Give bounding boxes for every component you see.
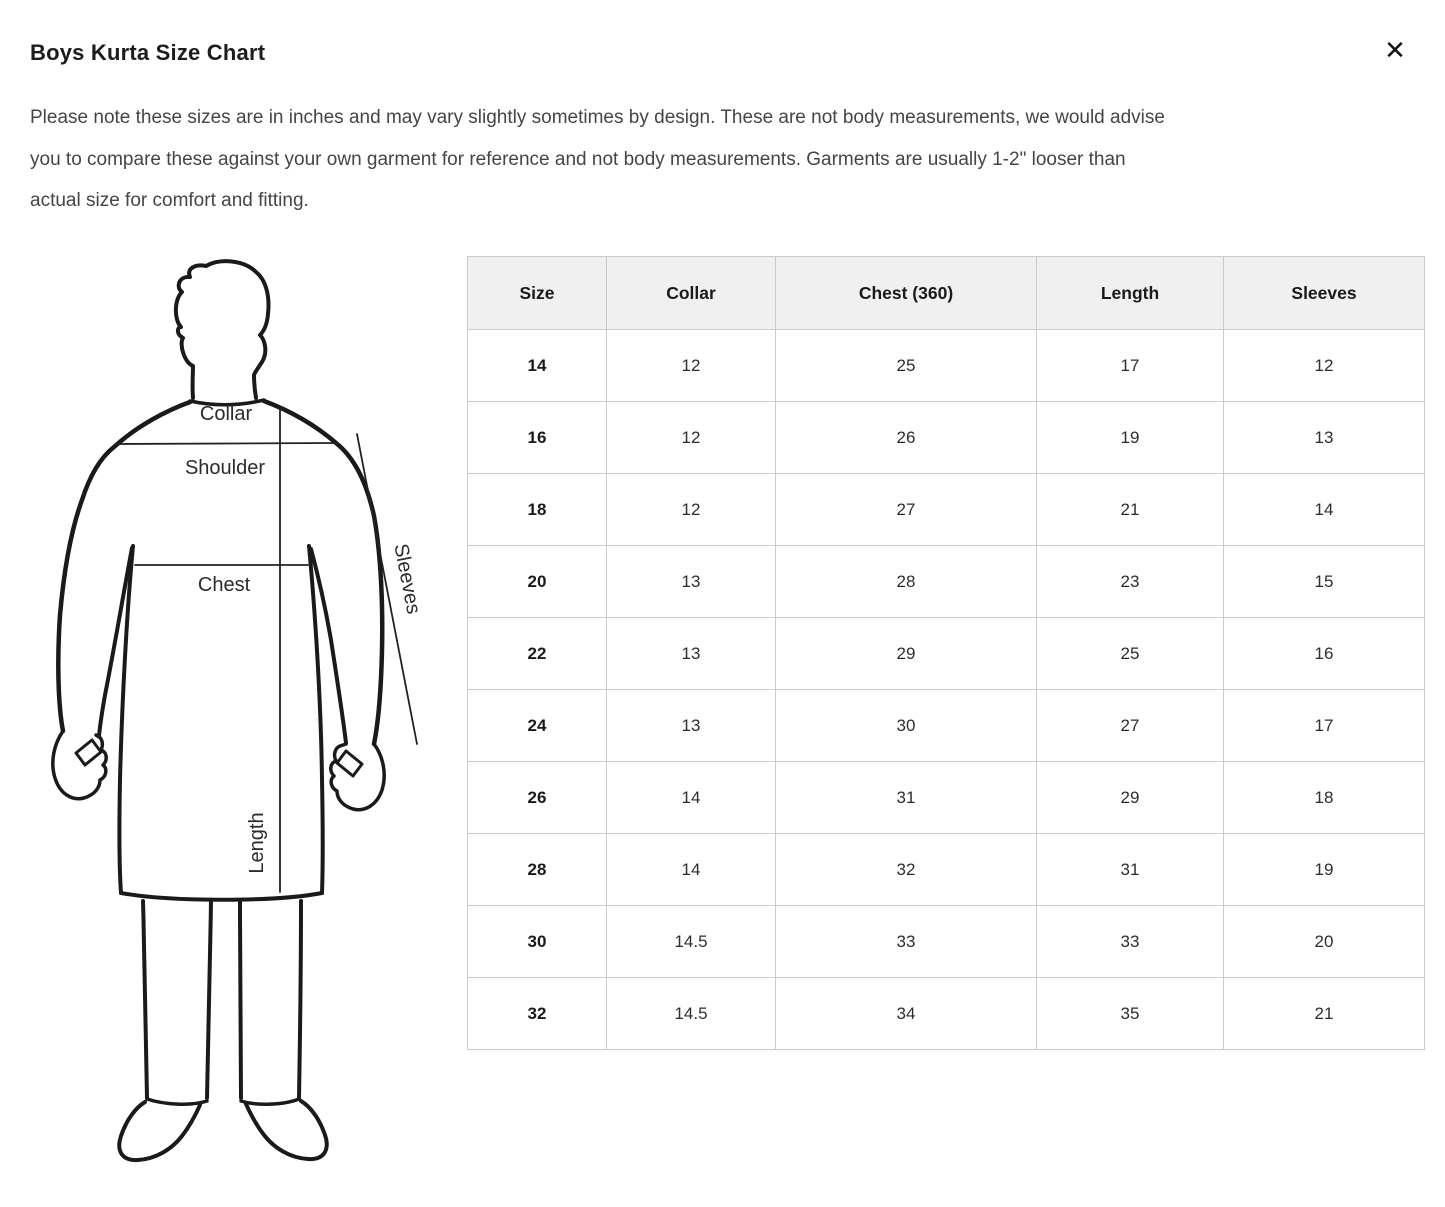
figure-left-hand [53, 731, 106, 799]
figure-kurta-hem [121, 893, 322, 900]
figure-kurta-right-side [309, 546, 323, 893]
table-cell: 16 [468, 402, 607, 474]
figure-left-leg-outer [143, 901, 147, 1098]
table-cell: 23 [1037, 546, 1224, 618]
table-cell: 20 [468, 546, 607, 618]
table-row [468, 978, 1425, 1050]
table-cell: 30 [468, 906, 607, 978]
table-row [468, 906, 1425, 978]
table-cell: 13 [607, 546, 776, 618]
table-cell: 32 [776, 834, 1037, 906]
kurta-measurement-diagram [40, 250, 460, 1207]
table-cell: 12 [607, 330, 776, 402]
table-cell: 26 [468, 762, 607, 834]
table-cell: 25 [1037, 618, 1224, 690]
table-cell: 18 [468, 474, 607, 546]
size-note-line: Please note these sizes are in inches and may vary slightly sometimes by design. These are not body measurements, we would advise [30, 107, 1165, 128]
table-cell: 14.5 [607, 906, 776, 978]
size-note-line: actual size for comfort and fitting. [30, 190, 309, 211]
table-cell: 30 [776, 690, 1037, 762]
figure-right-arm-outer [264, 401, 382, 744]
table-cell: 21 [1037, 474, 1224, 546]
table-cell: 17 [1037, 330, 1224, 402]
table-cell: 18 [1224, 762, 1425, 834]
figure-right-cuff [241, 1099, 299, 1104]
table-cell: 16 [1224, 618, 1425, 690]
figure-right-foot [246, 1101, 327, 1159]
column-header-collar: Collar [607, 257, 776, 330]
table-cell: 27 [1037, 690, 1224, 762]
table-cell: 29 [1037, 762, 1224, 834]
table-cell: 15 [1224, 546, 1425, 618]
table-cell: 31 [1037, 834, 1224, 906]
column-header-length: Length [1037, 257, 1224, 330]
table-cell: 26 [776, 402, 1037, 474]
table-cell: 12 [607, 402, 776, 474]
size-note [30, 97, 1420, 222]
table-row [468, 474, 1425, 546]
table-cell: 27 [776, 474, 1037, 546]
table-row [468, 546, 1425, 618]
table-row [468, 762, 1425, 834]
label-shoulder: Shoulder [184, 457, 266, 479]
modal-title: Boys Kurta Size Chart [30, 40, 266, 65]
figure-right-leg-outer [299, 901, 301, 1098]
figure-left-foot [119, 1102, 200, 1160]
figure-head-outline [176, 261, 269, 398]
figure-left-thumb [76, 740, 101, 765]
table-cell: 34 [776, 978, 1037, 1050]
table-header-row [468, 257, 1425, 330]
table-row [468, 834, 1425, 906]
table-cell: 19 [1037, 402, 1224, 474]
close-button[interactable] [1377, 32, 1413, 68]
figure-left-cuff [147, 1099, 207, 1104]
close-icon: ✕ [1384, 35, 1406, 65]
table-cell: 13 [1224, 402, 1425, 474]
table-cell: 31 [776, 762, 1037, 834]
table-cell: 14 [607, 762, 776, 834]
table-cell: 29 [776, 618, 1037, 690]
size-chart-table [467, 256, 1425, 1050]
table-cell: 25 [776, 330, 1037, 402]
table-cell: 24 [468, 690, 607, 762]
column-header-size: Size [468, 257, 607, 330]
table-cell: 35 [1037, 978, 1224, 1050]
table-cell: 19 [1224, 834, 1425, 906]
table-cell: 14 [607, 834, 776, 906]
table-cell: 14.5 [607, 978, 776, 1050]
shoulder-measure-line [117, 443, 334, 444]
table-row [468, 690, 1425, 762]
figure-left-leg-inner [207, 901, 211, 1098]
table-cell: 13 [607, 618, 776, 690]
table-cell: 33 [1037, 906, 1224, 978]
table-cell: 21 [1224, 978, 1425, 1050]
figure-right-hand [331, 744, 384, 810]
table-cell: 22 [468, 618, 607, 690]
table-cell: 33 [776, 906, 1037, 978]
table-cell: 28 [468, 834, 607, 906]
table-cell: 12 [1224, 330, 1425, 402]
label-length: Length [246, 812, 268, 874]
column-header-chest: Chest (360) [776, 257, 1037, 330]
table-cell: 28 [776, 546, 1037, 618]
label-collar: Collar [199, 403, 253, 425]
figure-right-leg-inner [240, 901, 241, 1098]
table-row [468, 618, 1425, 690]
figure-right-thumb [337, 751, 362, 776]
label-chest: Chest [197, 574, 251, 596]
table-cell: 14 [1224, 474, 1425, 546]
table-row [468, 402, 1425, 474]
table-cell: 12 [607, 474, 776, 546]
table-cell: 20 [1224, 906, 1425, 978]
table-cell: 13 [607, 690, 776, 762]
table-row [468, 330, 1425, 402]
table-cell: 14 [468, 330, 607, 402]
kurta-figure-svg [40, 250, 460, 1207]
table-cell: 32 [468, 978, 607, 1050]
table-cell: 17 [1224, 690, 1425, 762]
size-note-line: you to compare these against your own garment for reference and not body measurements. Garments are usually 1-2" looser than [30, 148, 1126, 170]
column-header-sleeves: Sleeves [1224, 257, 1425, 330]
label-sleeves: Sleeves [389, 541, 425, 616]
